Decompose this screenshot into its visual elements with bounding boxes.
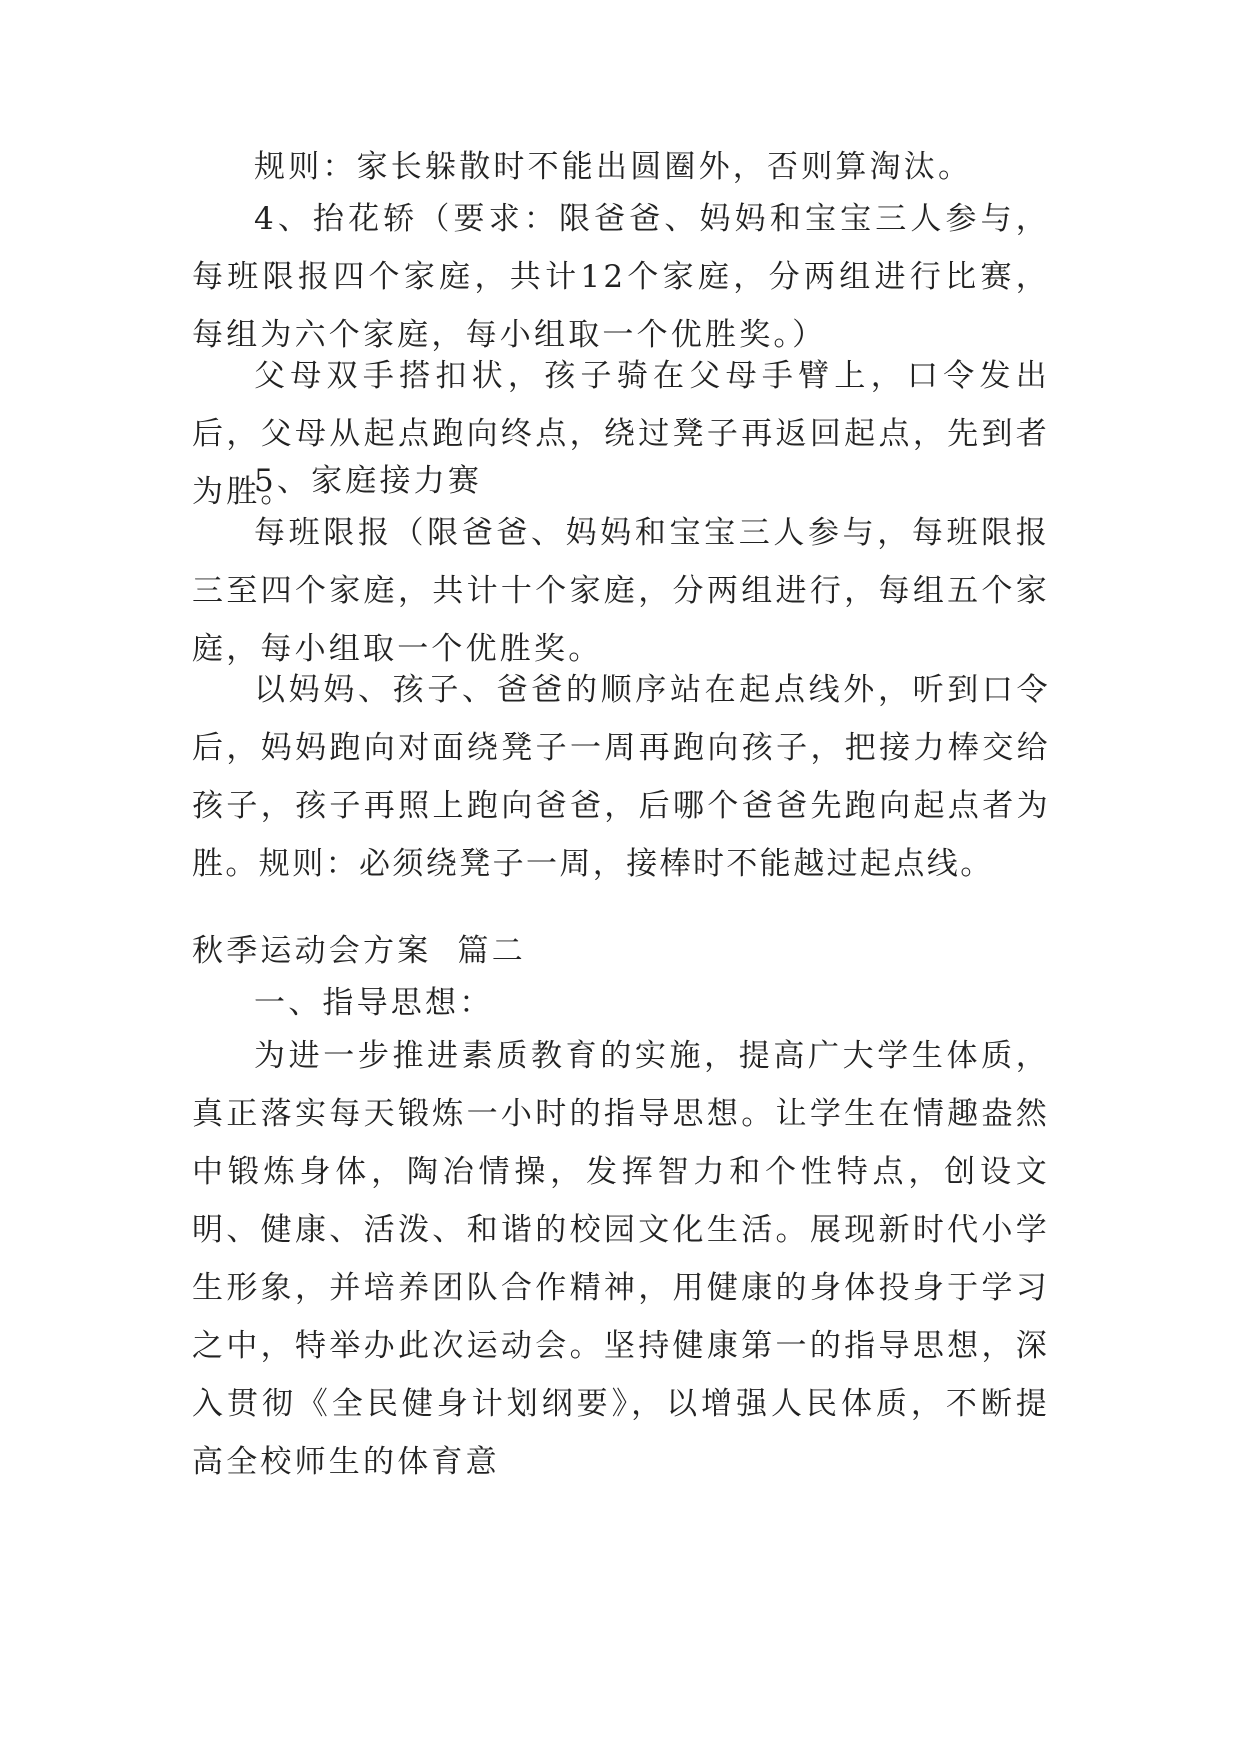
section-subheading: 一、指导思想： <box>254 985 494 1021</box>
section-body: 为进一步推进素质教育的实施，提高广大学生体质，真正落实每天锻炼一小时的指导思想。让学生在情趣盎然中锻炼身体，陶冶情操，发挥智力和个性特点，创设文明、健康、活泼、和谐的校园文化生活。展现新时代小学生形象，并培养团队合作精神，用健康的身体投身于学习之中，特举办此次运动会。坚持健康第一的指导思想，深入贯彻《全民健身计划纲要》，以增强人民体质，不断提高全校师生的体育意 <box>192 1038 1050 1480</box>
paragraph-item-4: 4、抬花轿（要求：限爸爸、妈妈和宝宝三人参与，每班限报四个家庭，共计12个家庭，分两组进行比赛，每组为六个家庭，每小组取一个优胜奖。） <box>192 201 1050 353</box>
section-title: 秋季运动会方案 篇二 <box>192 933 526 969</box>
paragraph-item-5-rules: 每班限报（限爸爸、妈妈和宝宝三人参与，每班限报三至四个家庭，共计十个家庭，分两组进行，每组五个家庭，每小组取一个优胜奖。 <box>192 515 1050 667</box>
paragraph-item-5: 5、家庭接力赛 <box>254 463 483 499</box>
paragraph-item-4-desc: 父母双手搭扣状，孩子骑在父母手臂上，口令发出后，父母从起点跑向终点，绕过凳子再返回起点，先到者为胜。 <box>192 358 1050 510</box>
paragraph-item-5-desc: 以妈妈、孩子、爸爸的顺序站在起点线外，听到口令后，妈妈跑向对面绕凳子一周再跑向孩子，把接力棒交给孩子，孩子再照上跑向爸爸，后哪个爸爸先跑向起点者为胜。规则：必须绕凳子一周，接棒时不能越过起点线。 <box>192 672 1050 882</box>
paragraph-rule-1: 规则：家长躲散时不能出圆圈外，否则算淘汰。 <box>254 149 973 185</box>
